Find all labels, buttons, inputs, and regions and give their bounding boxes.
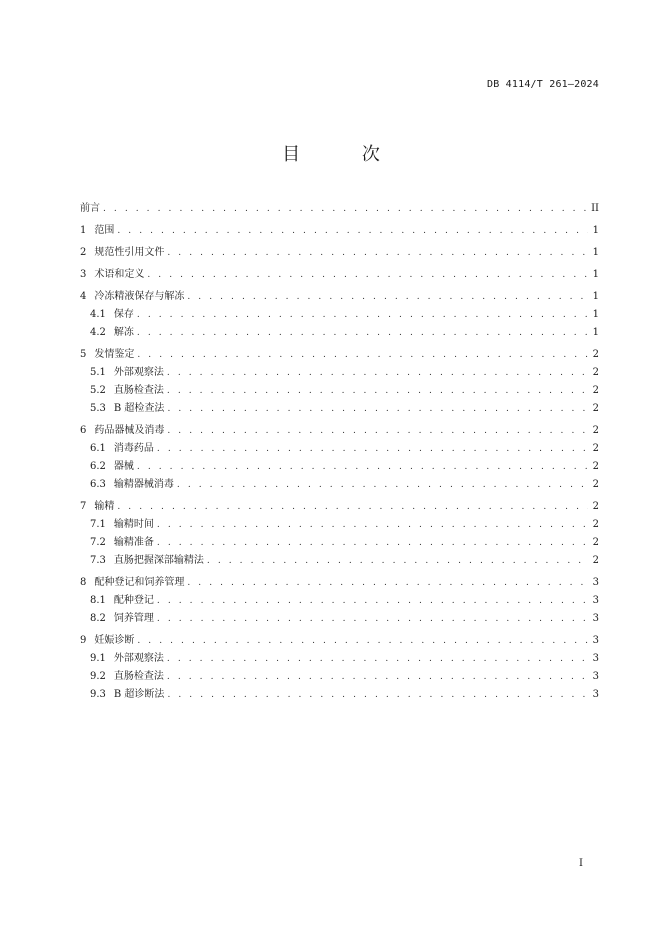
toc-entry-page: 2 <box>592 367 599 378</box>
page-title: 目 次 <box>282 144 408 165</box>
toc-leader-dots <box>207 552 588 570</box>
table-of-contents <box>80 200 599 704</box>
toc-entry-label: 发情鉴定 <box>94 349 135 360</box>
toc-entry-number: 6.2 <box>90 461 106 472</box>
toc-subentry[interactable] <box>80 400 599 418</box>
toc-entry[interactable] <box>80 244 599 262</box>
toc-subentry[interactable] <box>80 592 599 610</box>
toc-subentry[interactable] <box>80 534 599 552</box>
toc-entry[interactable] <box>80 574 599 592</box>
toc-subentry[interactable] <box>80 324 599 342</box>
toc-subentry[interactable] <box>80 650 599 668</box>
toc-entry-number: 8.1 <box>90 595 106 606</box>
toc-entry-label: 术语和定义 <box>94 269 145 280</box>
toc-subentry[interactable] <box>80 458 599 476</box>
toc-entry-page: 2 <box>592 425 599 436</box>
toc-leader-dots <box>167 244 588 262</box>
toc-entry-number: 8 <box>80 577 87 588</box>
toc-entry-label: 消毒药品 <box>113 443 154 454</box>
toc-entry-page: 3 <box>592 595 599 606</box>
toc-subentry[interactable] <box>80 440 599 458</box>
toc-subentry[interactable] <box>80 610 599 628</box>
toc-entry-number: 9.3 <box>90 689 106 700</box>
toc-entry-page: 2 <box>592 461 599 472</box>
toc-subentry[interactable] <box>80 552 599 570</box>
toc-entry-label: B 超检查法 <box>113 403 165 414</box>
toc-leader-dots <box>137 458 588 476</box>
toc-leader-dots <box>157 516 588 534</box>
toc-entry-number: 4.2 <box>90 327 106 338</box>
toc-entry[interactable] <box>80 222 599 240</box>
toc-entry-page: 2 <box>592 349 599 360</box>
toc-entry-label: 输精准备 <box>113 537 154 548</box>
toc-leader-dots <box>177 476 588 494</box>
toc-entry-number: 6 <box>80 425 87 436</box>
toc-leader-dots <box>157 440 588 458</box>
toc-entry-label: 饲养管理 <box>113 613 154 624</box>
toc-entry-page: 3 <box>592 635 599 646</box>
toc-entry-number: 4.1 <box>90 309 106 320</box>
toc-entry-number: 5.2 <box>90 385 106 396</box>
toc-subentry[interactable] <box>80 476 599 494</box>
toc-entry-page: 1 <box>592 309 599 320</box>
toc-leader-dots <box>167 668 588 686</box>
toc-entry-label: 解冻 <box>113 327 134 338</box>
toc-entry-number: 9.1 <box>90 653 106 664</box>
toc-leader-dots <box>137 346 588 364</box>
toc-entry-number: 5 <box>80 349 87 360</box>
toc-entry[interactable] <box>80 288 599 306</box>
toc-entry-label: 前言 <box>80 203 100 214</box>
toc-entry-page: 1 <box>592 247 599 258</box>
toc-subentry[interactable] <box>80 668 599 686</box>
toc-entry[interactable] <box>80 422 599 440</box>
toc-entry-label: 妊娠诊断 <box>94 635 135 646</box>
toc-entry-page: 2 <box>592 501 599 512</box>
toc-entry-page: 2 <box>592 403 599 414</box>
toc-entry-page: 2 <box>592 443 599 454</box>
toc-entry-label: 输精时间 <box>113 519 154 530</box>
toc-entry-page: 1 <box>592 225 599 236</box>
toc-entry-label: 范围 <box>94 225 115 236</box>
toc-entry-label: 保存 <box>113 309 134 320</box>
toc-leader-dots <box>147 266 588 284</box>
toc-entry-page: 2 <box>592 555 599 566</box>
toc-leader-dots <box>117 498 588 516</box>
toc-entry-number: 6.3 <box>90 479 106 490</box>
toc-leader-dots <box>167 422 588 440</box>
toc-entry-number: 6.1 <box>90 443 106 454</box>
toc-entry-label: 直肠检查法 <box>113 385 164 396</box>
toc-entry-label: 规范性引用文件 <box>94 247 165 258</box>
toc-entry[interactable] <box>80 266 599 284</box>
toc-entry[interactable] <box>80 632 599 650</box>
toc-entry-page: 3 <box>592 689 599 700</box>
toc-entry-page: 2 <box>592 519 599 530</box>
toc-subentry[interactable] <box>80 382 599 400</box>
toc-leader-dots <box>167 650 588 668</box>
toc-entry-number: 7.3 <box>90 555 106 566</box>
toc-subentry[interactable] <box>80 686 599 704</box>
toc-entry-label: 冷冻精液保存与解冻 <box>94 291 185 302</box>
toc-entry-label: B 超诊断法 <box>113 689 165 700</box>
toc-subentry[interactable] <box>80 364 599 382</box>
toc-entry-page: 3 <box>592 577 599 588</box>
page-number: I <box>579 858 583 869</box>
toc-entry-label: 输精器械消毒 <box>113 479 174 490</box>
toc-entry-number: 1 <box>80 225 87 236</box>
toc-entry-page: 2 <box>592 385 599 396</box>
toc-entry-page: 2 <box>592 537 599 548</box>
toc-entry-label: 配种登记 <box>113 595 154 606</box>
toc-leader-dots <box>117 222 588 240</box>
toc-subentry[interactable] <box>80 516 599 534</box>
toc-entry-page: 1 <box>592 269 599 280</box>
toc-entry-number: 7 <box>80 501 87 512</box>
toc-entry-number: 5.1 <box>90 367 106 378</box>
toc-leader-dots <box>187 288 588 306</box>
toc-entry-number: 2 <box>80 247 87 258</box>
toc-entry-number: 7.2 <box>90 537 106 548</box>
toc-entry-number: 7.1 <box>90 519 106 530</box>
toc-leader-dots <box>157 610 588 628</box>
toc-entry[interactable] <box>80 200 599 218</box>
toc-entry-page: 2 <box>592 479 599 490</box>
toc-entry-number: 9.2 <box>90 671 106 682</box>
toc-leader-dots <box>137 306 588 324</box>
toc-leader-dots <box>157 534 588 552</box>
toc-leader-dots <box>103 200 588 218</box>
toc-entry-page: 3 <box>592 671 599 682</box>
toc-entry[interactable] <box>80 498 599 516</box>
toc-entry-page: 3 <box>592 613 599 624</box>
toc-entry-label: 直肠检查法 <box>113 671 164 682</box>
toc-leader-dots <box>167 686 588 704</box>
toc-entry-number: 3 <box>80 269 87 280</box>
toc-entry-label: 外部观察法 <box>113 653 164 664</box>
toc-leader-dots <box>137 632 588 650</box>
toc-leader-dots <box>167 400 588 418</box>
toc-entry-label: 输精 <box>94 501 115 512</box>
toc-leader-dots <box>187 574 588 592</box>
toc-entry[interactable] <box>80 346 599 364</box>
toc-entry-page: 1 <box>592 327 599 338</box>
toc-leader-dots <box>167 364 588 382</box>
toc-entry-page: II <box>591 203 599 214</box>
toc-entry-label: 直肠把握深部输精法 <box>113 555 204 566</box>
toc-entry-page: 1 <box>592 291 599 302</box>
toc-leader-dots <box>137 324 588 342</box>
toc-entry-number: 4 <box>80 291 87 302</box>
toc-entry-number: 5.3 <box>90 403 106 414</box>
toc-entry-label: 外部观察法 <box>113 367 164 378</box>
toc-subentry[interactable] <box>80 306 599 324</box>
toc-entry-label: 配种登记和饲养管理 <box>94 577 185 588</box>
toc-leader-dots <box>157 592 588 610</box>
toc-entry-number: 9 <box>80 635 87 646</box>
document-code: DB 4114/T 261—2024 <box>487 79 599 90</box>
toc-entry-label: 器械 <box>113 461 134 472</box>
toc-entry-page: 3 <box>592 653 599 664</box>
toc-leader-dots <box>167 382 588 400</box>
toc-entry-number: 8.2 <box>90 613 106 624</box>
toc-entry-label: 药品器械及消毒 <box>94 425 165 436</box>
